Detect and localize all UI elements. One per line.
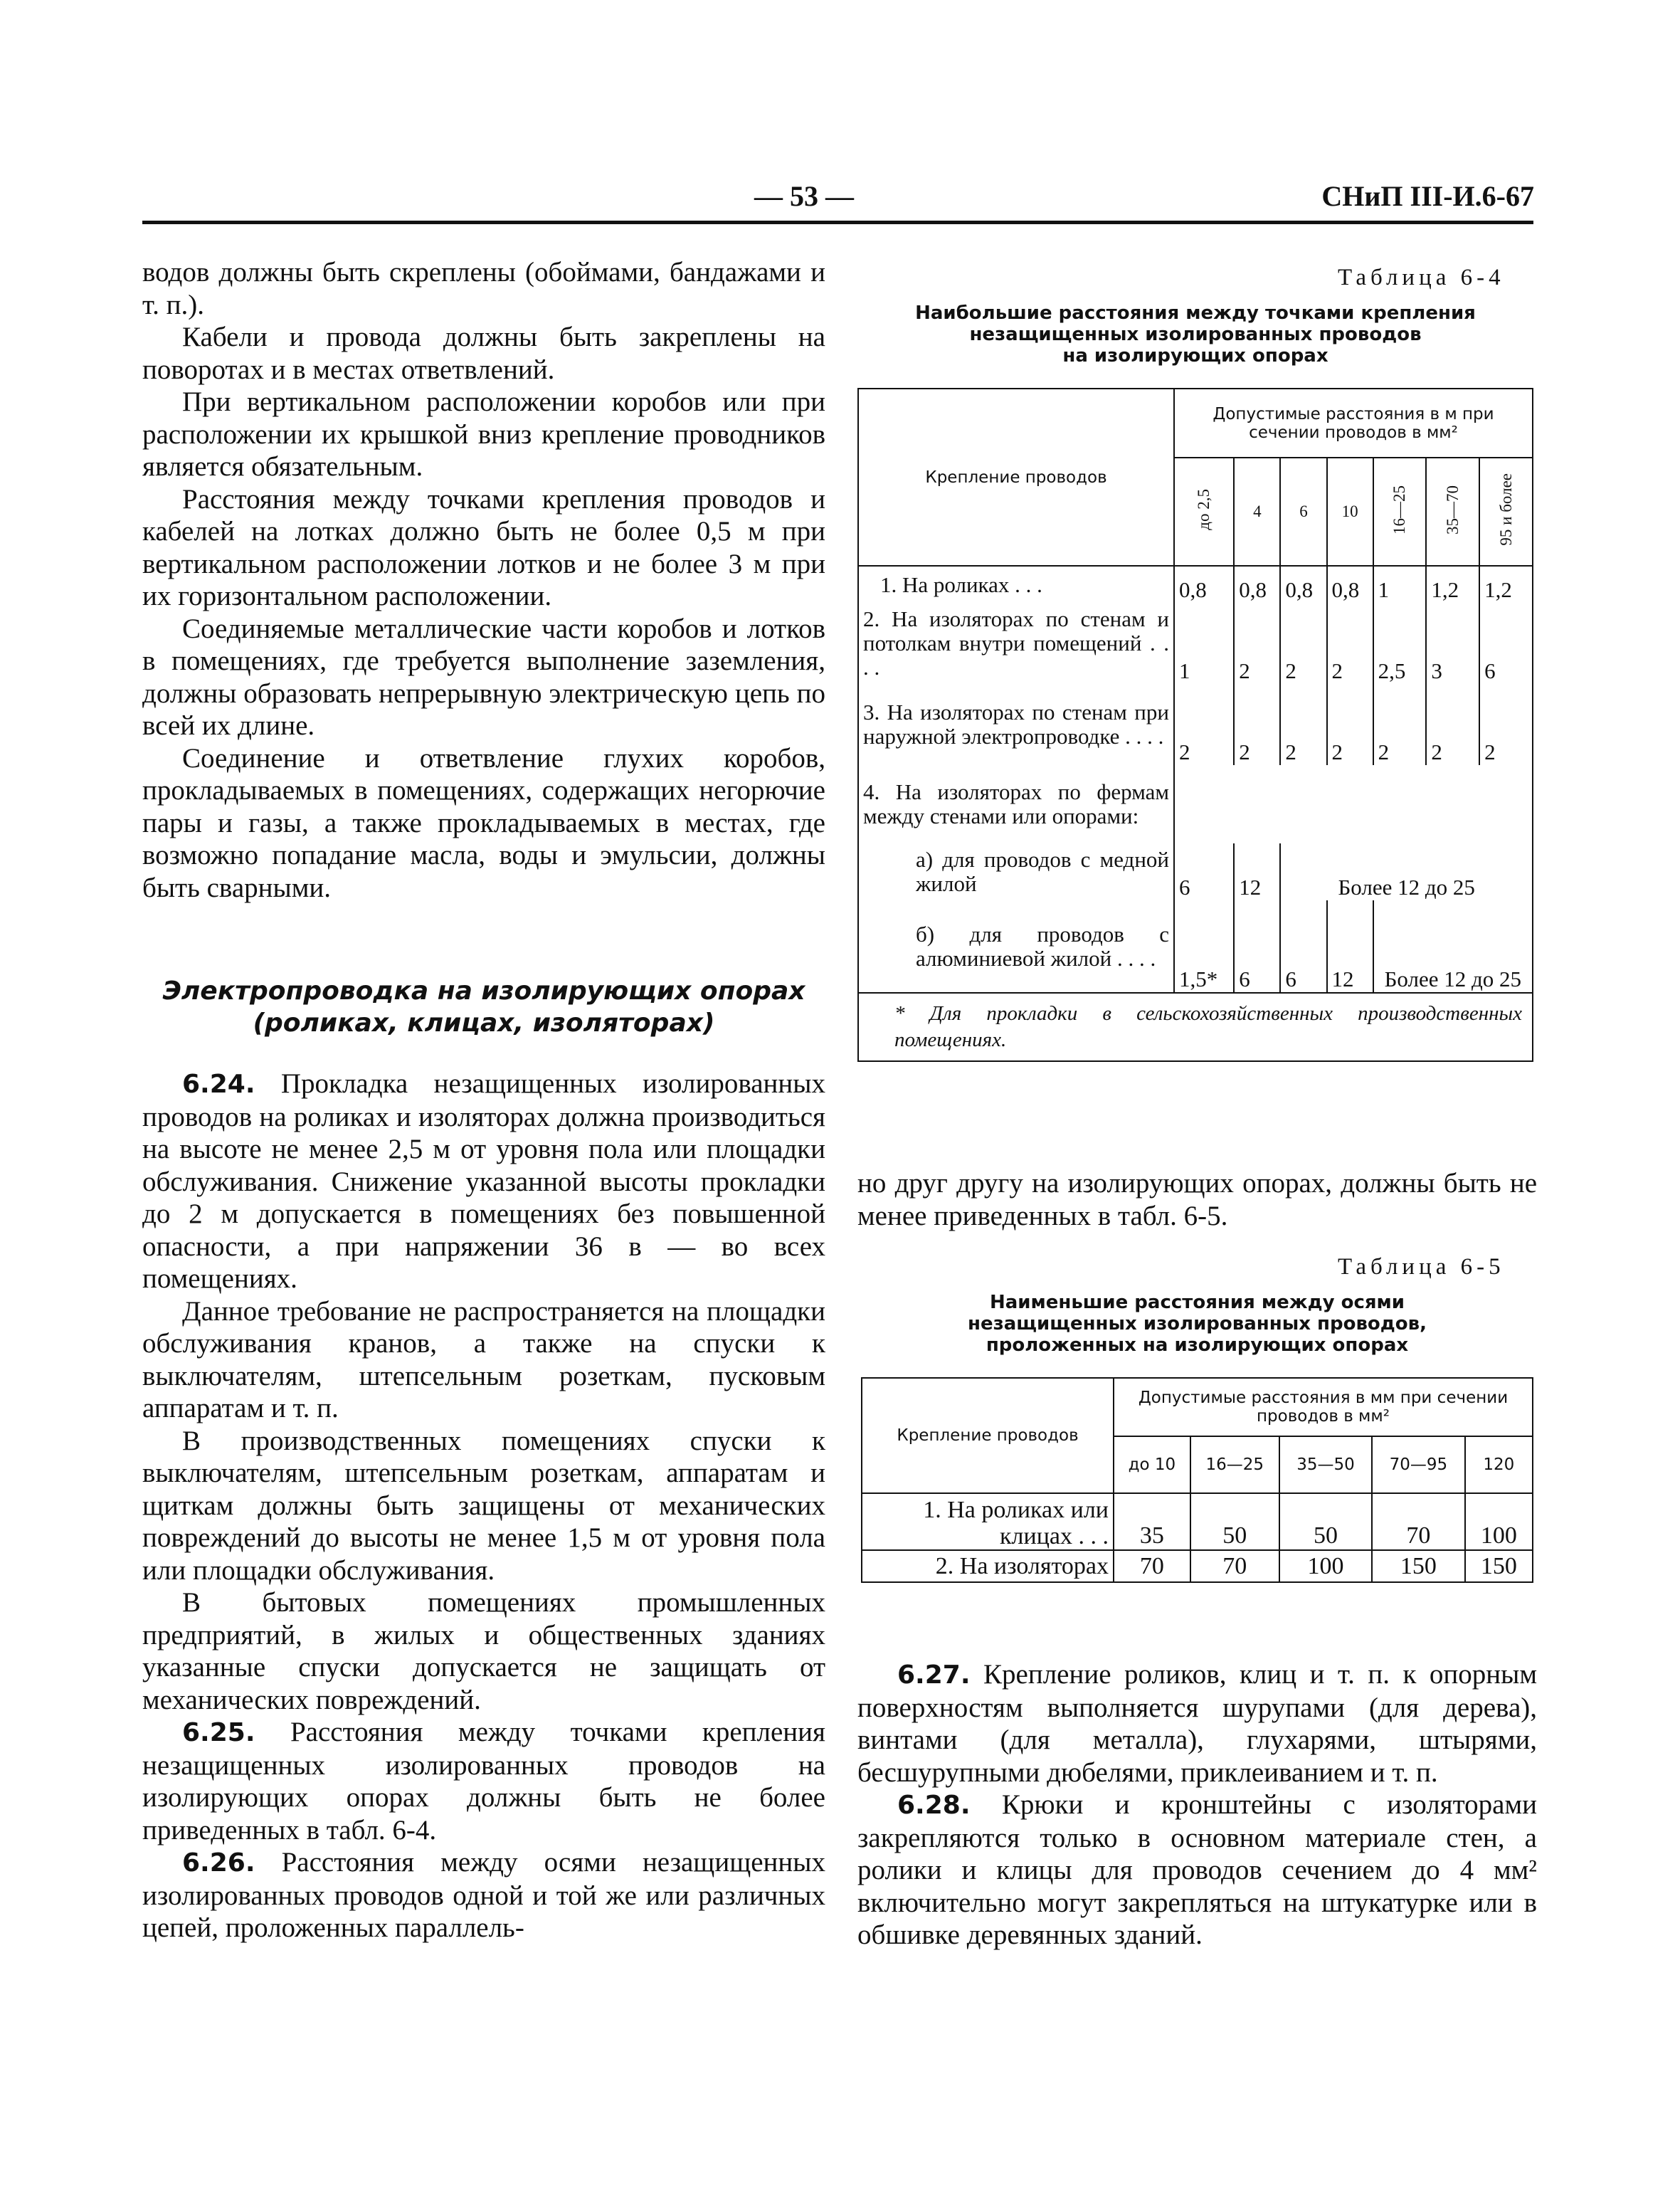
table-6-4 bbox=[857, 388, 1533, 1062]
row-label: а) для проводов с медной жилой bbox=[858, 843, 1174, 900]
cell: 0,8 bbox=[1327, 566, 1373, 603]
clause-text: Прокладка незащищенных изолированных проводов на роликах и изоляторах должна производиться на высоте не менее 2,5 м от уровня пола или площадки обслуживания. Снижение указанной высоты прокладки до 2 м допускается в помещениях без повышенной опасности, а при напряжении 36 в — во всех помещениях. bbox=[142, 1068, 825, 1294]
paragraph-6-27 bbox=[857, 1658, 1537, 1789]
left-column bbox=[142, 256, 825, 1944]
clause-number: 6.27. bbox=[897, 1660, 971, 1690]
table-6-4-label: Таблица 6-4 bbox=[1338, 265, 1505, 290]
page-number: — 53 — bbox=[754, 180, 854, 212]
paragraph: В производственных помещениях спуски к выключателям, штепсельным розеткам, аппаратам и щиткам должны быть защищены от механических повреждений до высоты не менее 1,5 м от уровня пола или площадки обслуживания. bbox=[142, 1425, 825, 1586]
section-header: 95 и более bbox=[1479, 458, 1533, 566]
cell: Более 12 до 25 bbox=[1373, 900, 1533, 993]
section-header: до 10 bbox=[1114, 1436, 1190, 1493]
table-row bbox=[862, 1550, 1533, 1582]
cell: 2 bbox=[1174, 684, 1234, 765]
right-column-text bbox=[857, 1658, 1537, 1952]
paragraph: Расстояния между точками крепления проводов и кабелей на лотках должно быть не более 0,5 м при вертикальном расположении лотков и не более 3 м при их горизонтальном расположении. bbox=[142, 483, 825, 611]
cell: 2 bbox=[1234, 684, 1280, 765]
table-row bbox=[858, 684, 1533, 765]
title-line: незащищенных изолированных проводов, bbox=[968, 1313, 1427, 1334]
paragraph: Соединение и ответвление глухих коробов, прокладываемых в помещениях, содержащих негорючие пары и газы, а также прокладываемых в местах, где возможно попадание масла, воды и эмульсии, должны быть сварными. bbox=[142, 742, 825, 903]
table-row bbox=[858, 843, 1533, 900]
cell: 1,2 bbox=[1479, 566, 1533, 603]
row-label: 4. На изоляторах по фермам между стенами или опорами: bbox=[858, 765, 1174, 843]
row-label: 1. На роликах или клицах . . . bbox=[862, 1493, 1114, 1550]
cell: 12 bbox=[1234, 843, 1280, 900]
cell: 35 bbox=[1114, 1493, 1190, 1550]
cell bbox=[1174, 765, 1533, 843]
clause-number: 6.25. bbox=[182, 1718, 255, 1747]
section-header: 35—70 bbox=[1426, 458, 1479, 566]
paragraph: Соединяемые металлические части коробов и лотков в помещениях, где требуется выполнение заземления, должны образовать непрерывную электрическую цепь по всей их длине. bbox=[142, 613, 825, 741]
row-label: 2. На изоляторах bbox=[862, 1550, 1114, 1582]
cell: 150 bbox=[1465, 1550, 1533, 1582]
right-column-text bbox=[857, 1167, 1537, 1232]
footnote-row bbox=[858, 993, 1533, 1061]
clause-text: Расстояния между точками крепления незащищенных изолированных проводов на изолирующих опорах должны быть не более приведенных в табл. 6-4. bbox=[142, 1717, 825, 1846]
cell: 1 bbox=[1373, 566, 1427, 603]
cell: 6 bbox=[1234, 900, 1280, 993]
paragraph-6-26 bbox=[142, 1846, 825, 1944]
table-6-4-title bbox=[857, 302, 1533, 367]
cell: 0,8 bbox=[1234, 566, 1280, 603]
paragraph: При вертикальном расположении коробов или при расположении их крышкой вниз крепление проводников является обязательным. bbox=[142, 386, 825, 482]
section-heading: (роликах, клицах, изоляторах) bbox=[253, 1009, 715, 1038]
header-rule bbox=[142, 221, 1533, 224]
paragraph: но друг другу на изолирующих опорах, должны быть не менее приведенных в табл. 6-5. bbox=[857, 1168, 1537, 1231]
clause-text: Крюки и кронштейны с изоляторами закрепляются только в основном материале стен, а ролики и клицы для проводов сечением до 4 мм² включительно могут закрепляться на штукатурке или в обшивке деревянных зданий. bbox=[857, 1789, 1537, 1950]
paragraph-6-25 bbox=[142, 1716, 825, 1846]
section-header: 120 bbox=[1465, 1436, 1533, 1493]
table-row bbox=[862, 1493, 1533, 1550]
cell: 50 bbox=[1190, 1493, 1279, 1550]
cell: 2 bbox=[1327, 684, 1373, 765]
cell: 6 bbox=[1479, 603, 1533, 684]
cell: 2 bbox=[1234, 603, 1280, 684]
section-header: 10 bbox=[1327, 458, 1373, 566]
cell: 6 bbox=[1280, 900, 1326, 993]
row-label: 1. На роликах . . . bbox=[858, 566, 1174, 603]
cell: 6 bbox=[1174, 843, 1234, 900]
cell: 1,5* bbox=[1174, 900, 1234, 993]
column-header: Крепление проводов bbox=[858, 389, 1174, 566]
clause-text: Расстояния между осями незащищенных изолированных проводов одной и той же или различных цепей, проложенных параллель- bbox=[142, 1847, 825, 1943]
section-header: 16—25 bbox=[1190, 1436, 1279, 1493]
document-code: СНиП III-И.6-67 bbox=[1321, 180, 1534, 212]
table-6-5 bbox=[861, 1377, 1533, 1583]
paragraph-6-24 bbox=[142, 1068, 825, 1295]
cell: 150 bbox=[1372, 1550, 1464, 1582]
section-header: 4 bbox=[1234, 458, 1280, 566]
section-header: 16—25 bbox=[1373, 458, 1427, 566]
table-row bbox=[858, 765, 1533, 843]
title-line: незащищенных изолированных проводов bbox=[969, 324, 1422, 345]
title-line: Наименьшие расстояния между осями bbox=[989, 1292, 1405, 1313]
cell: 70 bbox=[1190, 1550, 1279, 1582]
table-row bbox=[858, 900, 1533, 993]
cell: 12 bbox=[1327, 900, 1373, 993]
column-header: Крепление проводов bbox=[862, 1378, 1114, 1493]
cell: 2 bbox=[1426, 684, 1479, 765]
table-6-5-title bbox=[861, 1292, 1533, 1356]
row-label: б) для проводов с алюминиевой жилой . . . . bbox=[858, 900, 1174, 993]
cell: 2 bbox=[1280, 603, 1326, 684]
cell: 0,8 bbox=[1174, 566, 1234, 603]
paragraph: водов должны быть скреплены (обоймами, бандажами и т. п.). bbox=[142, 257, 825, 320]
cell: 70 bbox=[1372, 1493, 1464, 1550]
table-6-5-label: Таблица 6-5 bbox=[1338, 1254, 1505, 1280]
title-line: Наибольшие расстояния между точками крепления bbox=[915, 302, 1476, 324]
row-label: 3. На изоляторах по стенам при наружной электропроводке . . . . bbox=[858, 684, 1174, 765]
cell: 3 bbox=[1426, 603, 1479, 684]
cell: 1,2 bbox=[1426, 566, 1479, 603]
title-line: проложенных на изолирующих опорах bbox=[986, 1334, 1409, 1356]
cell: 0,8 bbox=[1280, 566, 1326, 603]
clause-number: 6.28. bbox=[897, 1791, 971, 1820]
cell: 100 bbox=[1279, 1550, 1372, 1582]
cell: 50 bbox=[1279, 1493, 1372, 1550]
cell: 2,5 bbox=[1373, 603, 1427, 684]
paragraph: В бытовых помещениях промышленных предприятий, в жилых и общественных зданиях указанные спуски допускается не защищать от механических повреждений. bbox=[142, 1587, 825, 1715]
group-header: Допустимые расстояния в м при сечении проводов в мм² bbox=[1174, 389, 1533, 458]
footnote: * Для прокладки в сельскохозяйственных производственных помещениях. bbox=[858, 993, 1533, 1061]
cell: 2 bbox=[1280, 684, 1326, 765]
cell: 1 bbox=[1174, 603, 1234, 684]
table-row bbox=[858, 566, 1533, 603]
cell: Более 12 до 25 bbox=[1280, 843, 1533, 900]
cell: 2 bbox=[1327, 603, 1373, 684]
cell: 2 bbox=[1373, 684, 1427, 765]
paragraph: Данное требование не распространяется на площадки обслуживания кранов, а также на спуски к выключателям, штепсельным розеткам, пусковым аппаратам и т. п. bbox=[142, 1295, 825, 1423]
section-header: 70—95 bbox=[1372, 1436, 1464, 1493]
row-label: 2. На изоляторах по стенам и потолкам внутри помещений . . . . bbox=[858, 603, 1174, 684]
section-header: 35—50 bbox=[1279, 1436, 1372, 1493]
cell: 2 bbox=[1479, 684, 1533, 765]
clause-text: Крепление роликов, клиц и т. п. к опорным поверхностям выполняется шурупами (для дерева), винтами (для металла), глухарями, штырями, бесшурупными дюбелями, приклеиванием и т. п. bbox=[857, 1659, 1538, 1788]
cell: 100 bbox=[1465, 1493, 1533, 1550]
table-row bbox=[858, 603, 1533, 684]
section-header: 6 bbox=[1280, 458, 1326, 566]
paragraph-6-28 bbox=[857, 1789, 1537, 1952]
title-line: на изолирующих опорах bbox=[1062, 345, 1328, 367]
cell: 70 bbox=[1114, 1550, 1190, 1582]
paragraph: Кабели и провода должны быть закреплены на поворотах и в местах ответвлений. bbox=[142, 322, 825, 385]
section-heading: Электропроводка на изолирующих опорах bbox=[162, 976, 805, 1006]
section-header: до 2,5 bbox=[1174, 458, 1234, 566]
clause-number: 6.24. bbox=[182, 1070, 255, 1099]
clause-number: 6.26. bbox=[182, 1848, 255, 1878]
group-header: Допустимые расстояния в мм при сечении проводов в мм² bbox=[1114, 1378, 1533, 1436]
